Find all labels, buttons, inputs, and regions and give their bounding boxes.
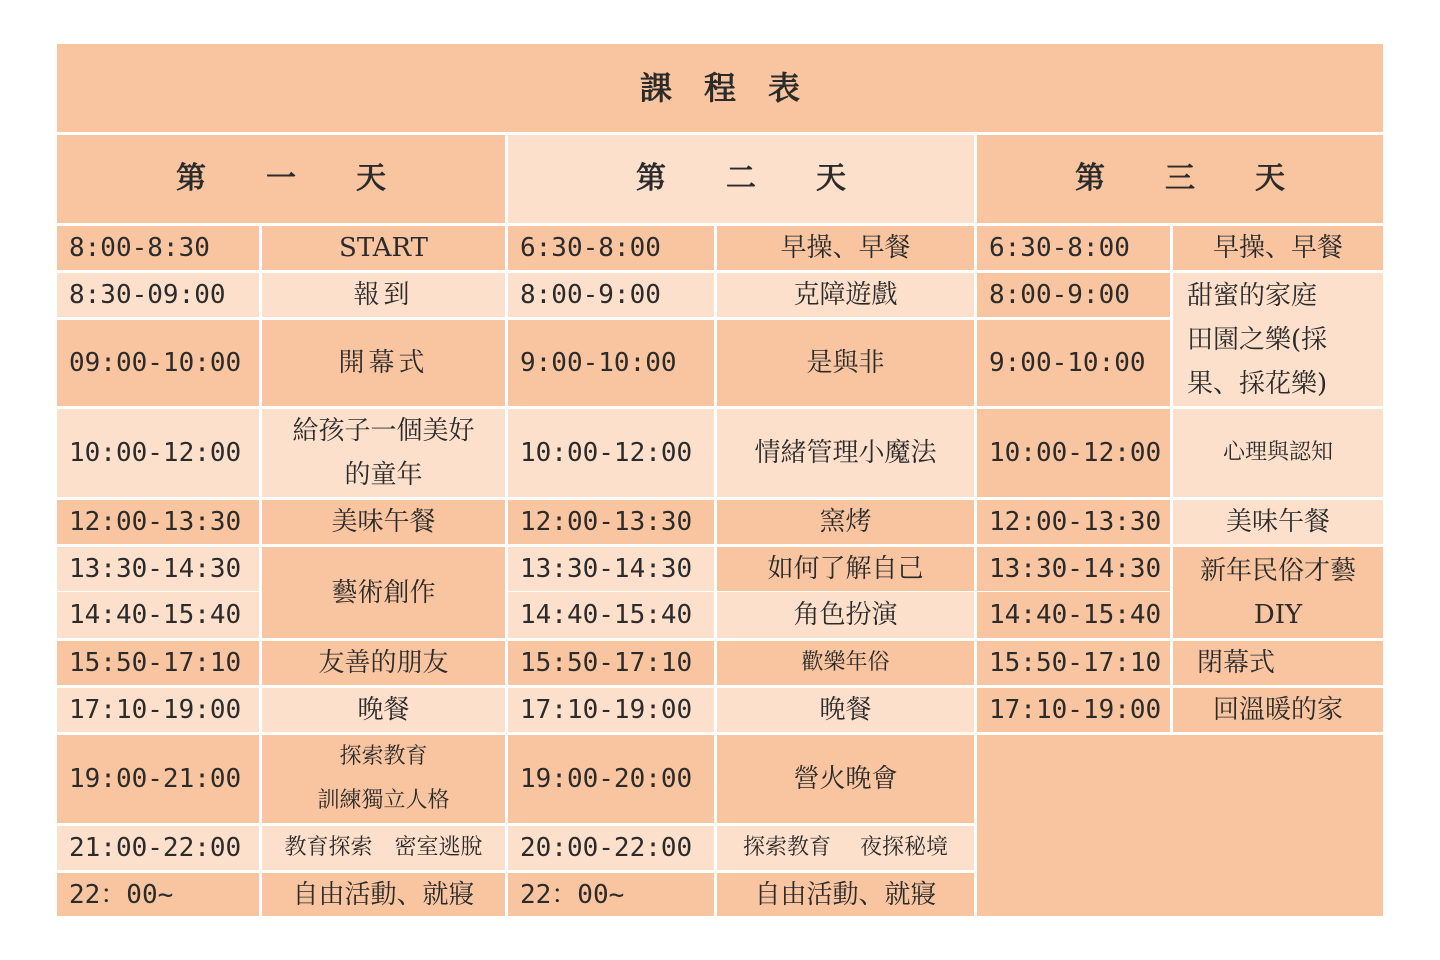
day1-activity <box>262 735 505 823</box>
day3-time: 14:40-15:40 <box>977 592 1170 638</box>
day3-time: 12:00-13:30 <box>977 500 1170 544</box>
day1-activity <box>262 409 505 497</box>
activity-line: 探索教育 <box>339 744 428 769</box>
day2-time: 12:00-13:30 <box>508 500 714 544</box>
day3-time: 9:00-10:00 <box>977 320 1170 406</box>
day2-activity: 早操、早餐 <box>717 226 974 270</box>
day2-activity: 窯烤 <box>717 500 974 544</box>
day2-time: 6:30-8:00 <box>508 226 714 270</box>
day2-activity: 探索教育 夜探秘境 <box>717 826 974 870</box>
day3-time: 6:30-8:00 <box>977 226 1170 270</box>
day2-activity: 自由活動、就寢 <box>717 873 974 916</box>
day2-time: 9:00-10:00 <box>508 320 714 406</box>
day1-time: 09:00-10:00 <box>57 320 259 406</box>
day2-time: 14:40-15:40 <box>508 592 714 638</box>
day1-activity: 自由活動、就寢 <box>262 873 505 916</box>
activity-line: 新年民俗才藝 <box>1199 555 1356 586</box>
day2-activity: 克障遊戲 <box>717 273 974 317</box>
day1-time: 21:00-22:00 <box>57 826 259 870</box>
day1-activity: 藝術創作 <box>262 547 505 638</box>
day3-activity: 心理與認知 <box>1173 409 1383 497</box>
day3-activity: 早操、早餐 <box>1173 226 1383 270</box>
day1-time: 17:10-19:00 <box>57 688 259 732</box>
day3-time: 15:50-17:10 <box>977 641 1170 685</box>
day1-time: 19:00-21:00 <box>57 735 259 823</box>
day3-activity <box>1173 273 1383 406</box>
day3-time: 13:30-14:30 <box>977 547 1170 591</box>
day3-empty-block <box>977 735 1383 916</box>
day1-activity: 美味午餐 <box>262 500 505 544</box>
day2-time: 17:10-19:00 <box>508 688 714 732</box>
activity-line: 給孩子一個美好 <box>292 416 475 446</box>
day2-header: 第 二 天 <box>508 135 974 223</box>
activity-line: 訓練獨立人格 <box>317 788 450 813</box>
day1-activity: 報到 <box>262 273 505 317</box>
day2-activity: 如何了解自己 <box>717 547 974 591</box>
day2-activity: 是與非 <box>717 320 974 406</box>
activity-line: 甜蜜的家庭 <box>1187 280 1318 311</box>
day1-time: 12:00-13:30 <box>57 500 259 544</box>
day3-time: 8:00-9:00 <box>977 273 1170 317</box>
day2-activity: 營火晚會 <box>717 735 974 823</box>
table-title: 課 程 表 <box>57 44 1383 132</box>
day1-activity: 友善的朋友 <box>262 641 505 685</box>
day1-activity: START <box>262 226 505 270</box>
day2-time: 10:00-12:00 <box>508 409 714 497</box>
day1-time: 15:50-17:10 <box>57 641 259 685</box>
day3-activity: 美味午餐 <box>1173 500 1383 544</box>
day3-time: 17:10-19:00 <box>977 688 1170 732</box>
day1-activity: 教育探索 密室逃脫 <box>262 826 505 870</box>
day2-activity: 歡樂年俗 <box>717 641 974 685</box>
day3-activity: 閉幕式 <box>1173 641 1383 685</box>
day2-time: 8:00-9:00 <box>508 273 714 317</box>
day2-time: 22：00~ <box>508 873 714 916</box>
day2-activity: 情緒管理小魔法 <box>717 409 974 497</box>
day1-activity: 開幕式 <box>262 320 505 406</box>
day2-time: 13:30-14:30 <box>508 547 714 591</box>
activity-line: 的童年 <box>344 460 423 490</box>
day1-time: 8:00-8:30 <box>57 226 259 270</box>
day3-activity: 回溫暖的家 <box>1173 688 1383 732</box>
activity-line: 果、採花樂) <box>1187 368 1328 399</box>
day1-time: 22：00~ <box>57 873 259 916</box>
schedule-table <box>57 44 1383 916</box>
day3-activity <box>1173 547 1383 638</box>
day2-time: 20:00-22:00 <box>508 826 714 870</box>
day2-activity: 晚餐 <box>717 688 974 732</box>
day1-time: 13:30-14:30 <box>57 547 259 591</box>
day2-time: 15:50-17:10 <box>508 641 714 685</box>
activity-line: 田園之樂(採 <box>1187 324 1328 355</box>
activity-line: DIY <box>1253 599 1303 630</box>
day2-activity: 角色扮演 <box>717 592 974 638</box>
day2-time: 19:00-20:00 <box>508 735 714 823</box>
day1-time: 14:40-15:40 <box>57 592 259 638</box>
day3-header: 第 三 天 <box>977 135 1383 223</box>
day1-activity: 晚餐 <box>262 688 505 732</box>
day1-time: 8:30-09:00 <box>57 273 259 317</box>
day3-time: 10:00-12:00 <box>977 409 1170 497</box>
day1-header: 第 一 天 <box>57 135 505 223</box>
day1-time: 10:00-12:00 <box>57 409 259 497</box>
